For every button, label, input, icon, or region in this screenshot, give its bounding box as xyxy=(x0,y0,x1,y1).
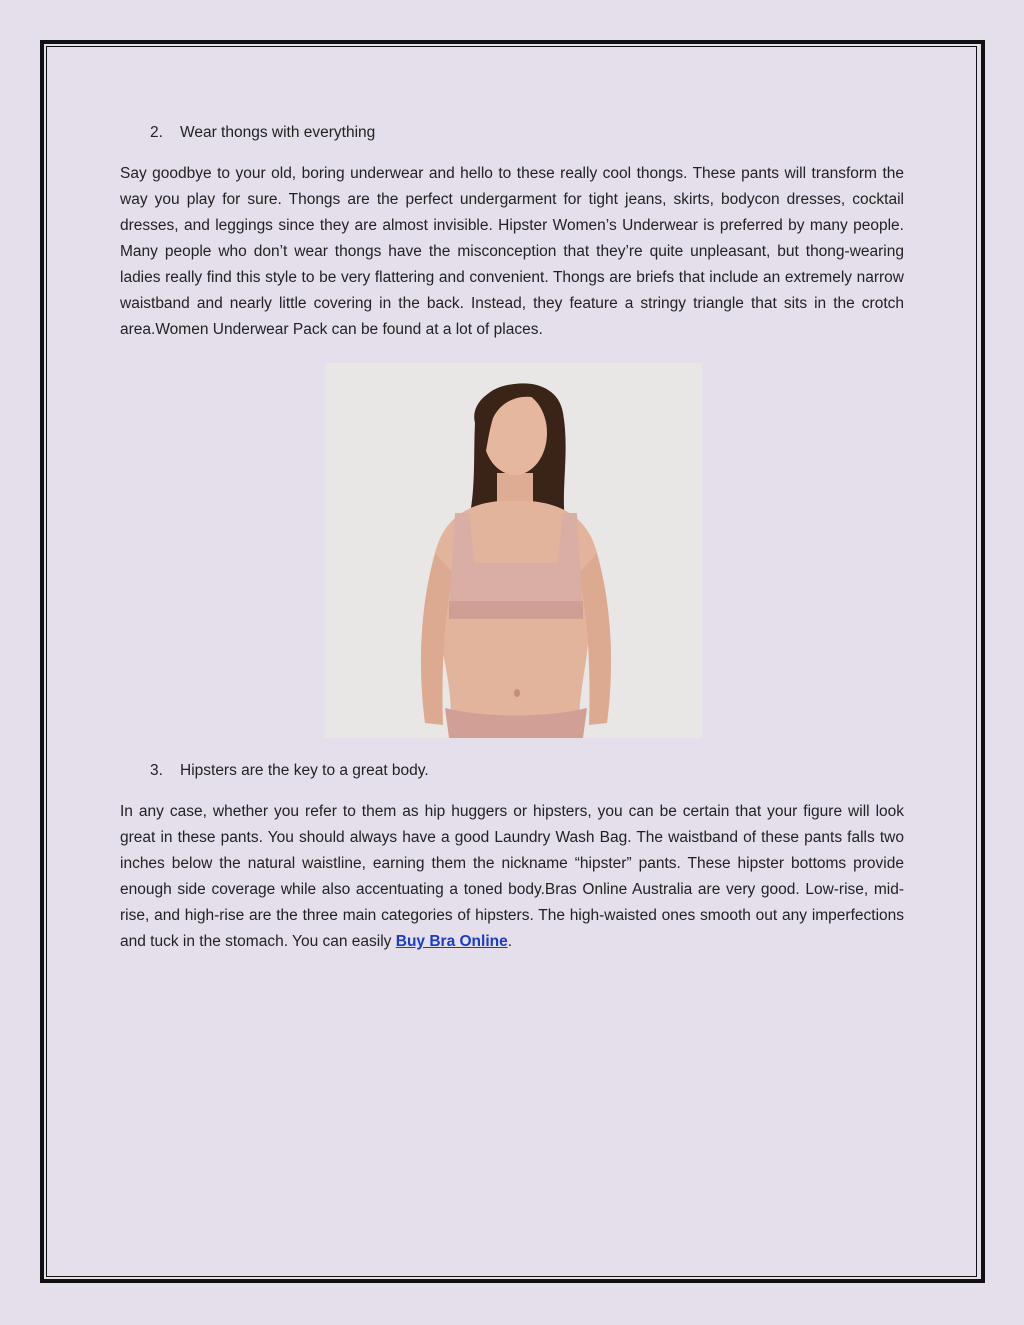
section-2-title: Wear thongs with everything xyxy=(180,124,376,141)
section-3-heading xyxy=(150,758,904,784)
section-3-number: 3. xyxy=(150,762,163,779)
section-3-trailing: . xyxy=(507,933,513,950)
buy-bra-online-link[interactable]: Buy Bra Online xyxy=(395,933,508,950)
section-2-heading xyxy=(150,120,904,146)
section-3-paragraph xyxy=(120,799,904,955)
product-photo xyxy=(325,363,702,738)
document-content xyxy=(120,120,904,971)
woman-in-pink-bralette-illustration xyxy=(325,363,702,738)
section-2-paragraph: Say goodbye to your old, boring underwear and hello to these really cool thongs. These pants will transform the way you play for sure. Thongs are the perfect undergarment for tight jeans, skirts, bodycon dresses, cocktail dresses, and leggings since they are almost invisible. Hipster Women’s Underwear is preferred by many people. Many people who don’t wear thongs have the misconception that they’re quite unpleasant, but thong-wearing ladies really find this style to be very flattering and convenient. Thongs are briefs that include an extremely narrow waistband and nearly little covering in the back. Instead, they feature a stringy triangle that sits in the crotch area.Women Underwear Pack can be found at a lot of places. xyxy=(120,165,904,338)
section-3-text: In any case, whether you refer to them as hip huggers or hipsters, you can be certain that your figure will look great in these pants. You should always have a good Laundry Wash Bag. The waistband of these pants falls two inches below the natural waistline, earning them the nickname “hipster” pants. These hipster bottoms provide enough side coverage while also accentuating a toned body.Bras Online Australia are very good. Low-rise, mid-rise, and high-rise are the three main categories of hipsters. The high-waisted ones smooth out any imperfections and tuck in the stomach. You can easily xyxy=(120,803,904,950)
section-2-number: 2. xyxy=(150,124,163,141)
section-3-title: Hipsters are the key to a great body. xyxy=(180,762,429,779)
